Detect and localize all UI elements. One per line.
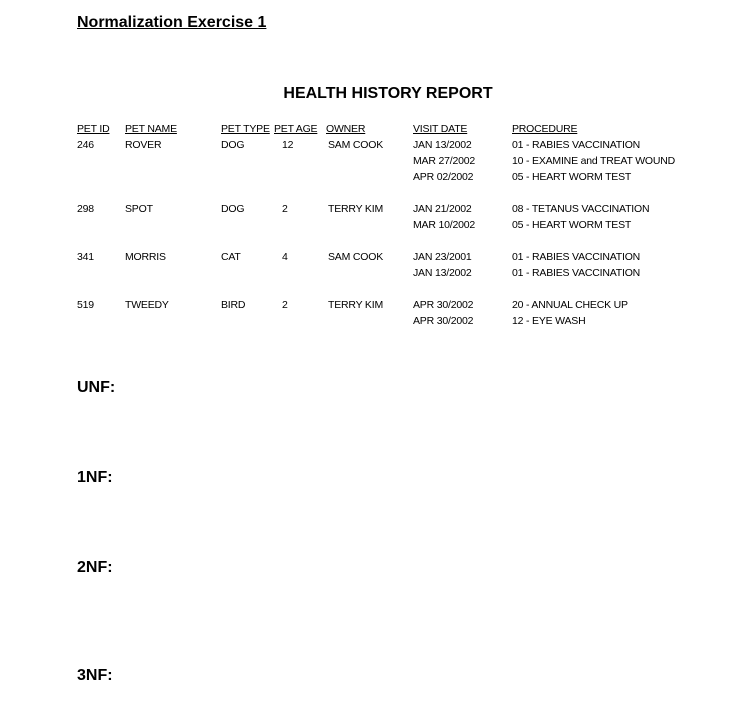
pet-type: DOG xyxy=(221,203,245,215)
procedure: 01 - RABIES VACCINATION xyxy=(512,267,641,279)
header-pet-type: PET TYPE xyxy=(221,123,270,135)
header-procedure: PROCEDURE xyxy=(512,123,578,135)
section-1nf-label: 1NF: xyxy=(77,469,113,486)
owner: SAM COOK xyxy=(328,139,383,151)
visit-date: JAN 21/2002 xyxy=(413,203,472,215)
pet-id: 298 xyxy=(77,203,94,215)
visit-date: APR 02/2002 xyxy=(413,171,474,183)
procedure: 01 - RABIES VACCINATION xyxy=(512,139,641,151)
header-visit-date: VISIT DATE xyxy=(413,123,468,135)
visit-date: JAN 13/2002 xyxy=(413,267,472,279)
visit-date: MAR 27/2002 xyxy=(413,155,476,167)
pet-age: 12 xyxy=(282,139,294,151)
procedure: 08 - TETANUS VACCINATION xyxy=(512,203,650,215)
document-title: Normalization Exercise 1 xyxy=(77,14,267,31)
pet-type: CAT xyxy=(221,251,241,263)
pet-name: ROVER xyxy=(125,139,162,151)
visit-date: JAN 23/2001 xyxy=(413,251,472,263)
pet-age: 2 xyxy=(282,203,288,215)
procedure: 20 - ANNUAL CHECK UP xyxy=(512,299,628,311)
header-pet-id: PET ID xyxy=(77,123,110,135)
procedure: 12 - EYE WASH xyxy=(512,315,586,327)
header-pet-age: PET AGE xyxy=(274,123,318,135)
pet-id: 519 xyxy=(77,299,94,311)
section-unf-label: UNF: xyxy=(77,379,116,396)
procedure xyxy=(512,153,675,169)
visit-date: APR 30/2002 xyxy=(413,315,474,327)
section-3nf-label: 3NF: xyxy=(77,667,113,684)
pet-type: DOG xyxy=(221,139,245,151)
visit-date: MAR 10/2002 xyxy=(413,219,476,231)
visit-date: JAN 13/2002 xyxy=(413,139,472,151)
pet-name: MORRIS xyxy=(125,251,166,263)
procedure: 05 - HEART WORM TEST xyxy=(512,219,632,231)
owner: TERRY KIM xyxy=(328,203,383,215)
owner: TERRY KIM xyxy=(328,299,383,311)
pet-name: SPOT xyxy=(125,203,153,215)
procedure-text: 10 - EXAMINE and TREAT WOUND xyxy=(512,155,676,167)
header-owner: OWNER xyxy=(326,123,366,135)
owner: SAM COOK xyxy=(328,251,383,263)
pet-age: 4 xyxy=(282,251,288,263)
procedure: 05 - HEART WORM TEST xyxy=(512,171,632,183)
pet-id: 246 xyxy=(77,139,94,151)
section-2nf-label: 2NF: xyxy=(77,559,113,576)
header-pet-name: PET NAME xyxy=(125,123,177,135)
pet-age: 2 xyxy=(282,299,288,311)
pet-id: 341 xyxy=(77,251,94,263)
procedure: 01 - RABIES VACCINATION xyxy=(512,251,641,263)
report-title: HEALTH HISTORY REPORT xyxy=(283,85,493,102)
pet-name: TWEEDY xyxy=(125,299,169,311)
visit-date: APR 30/2002 xyxy=(413,299,474,311)
pet-type: BIRD xyxy=(221,299,246,311)
